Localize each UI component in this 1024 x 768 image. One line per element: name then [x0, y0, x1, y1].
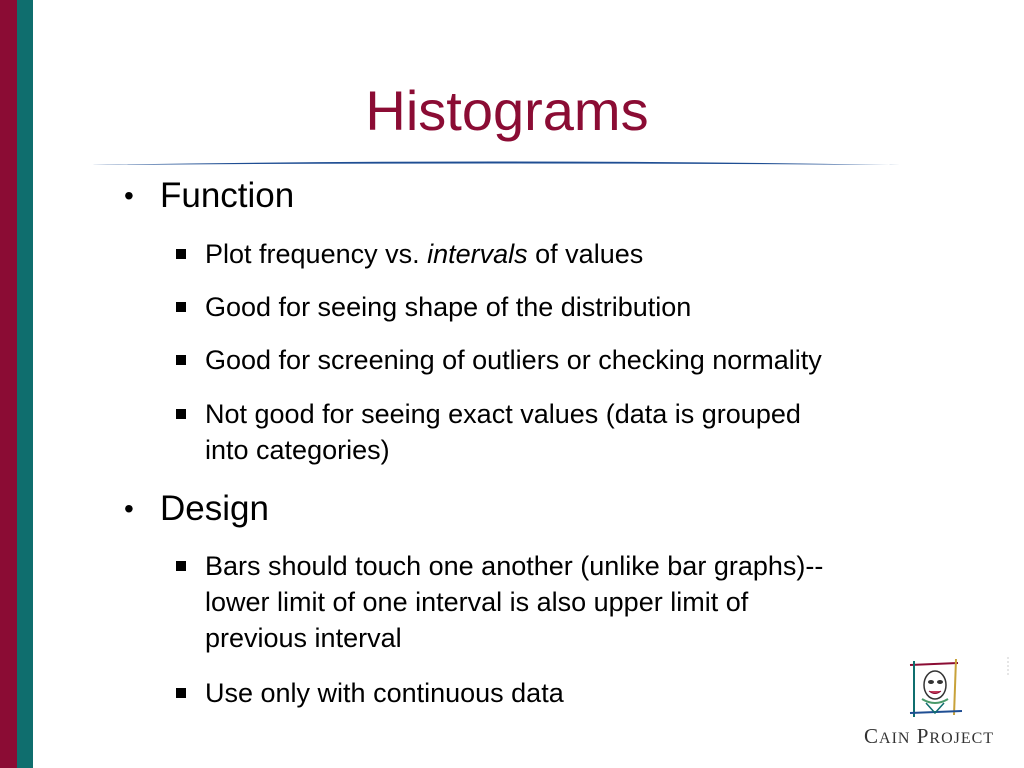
bullet-dot-icon: •: [124, 180, 134, 211]
sub-bullet-text: Good for seeing shape of the distribution: [205, 292, 692, 322]
title-underline: [90, 158, 900, 170]
sub-bullet-text: Not good for seeing exact values (data is grouped: [205, 399, 801, 429]
square-bullet-icon: [176, 302, 186, 312]
square-bullet-icon: [176, 355, 186, 365]
square-bullet-icon: [176, 688, 186, 698]
slide-title: Histograms: [365, 79, 649, 142]
sub-bullet-text: into categories): [205, 435, 390, 465]
sub-bullet-text: Plot frequency vs.: [205, 239, 428, 269]
cain-project-wordmark: CAIN PROJECT: [864, 724, 995, 748]
sub-bullet-emphasis: intervals: [427, 239, 528, 269]
bullet-heading: Function: [160, 176, 295, 215]
sub-bullet-text: previous interval: [205, 623, 402, 653]
sub-bullet: [205, 342, 995, 378]
sub-bullet-text: of values: [527, 239, 644, 269]
sub-bullet: [205, 236, 995, 272]
sub-bullet-text: Good for screening of outliers or checking normality: [205, 345, 822, 375]
square-bullet-icon: [176, 561, 186, 571]
bullet-design: [124, 489, 269, 529]
sub-bullet-text: Use only with continuous data: [205, 678, 564, 708]
sub-bullet: [205, 289, 995, 325]
sub-bullet-text: Bars should touch one another (unlike bar graphs)--: [205, 551, 824, 581]
bullet-dot-icon: •: [124, 493, 134, 524]
square-bullet-icon: [176, 409, 186, 419]
sub-bullet: [205, 396, 995, 468]
bullet-function: [124, 176, 295, 216]
sub-bullet: [205, 548, 995, 656]
sub-bullet-text: lower limit of one interval is also upper limit of: [205, 587, 749, 617]
bullet-heading: Design: [160, 489, 269, 528]
square-bullet-icon: [176, 249, 186, 259]
